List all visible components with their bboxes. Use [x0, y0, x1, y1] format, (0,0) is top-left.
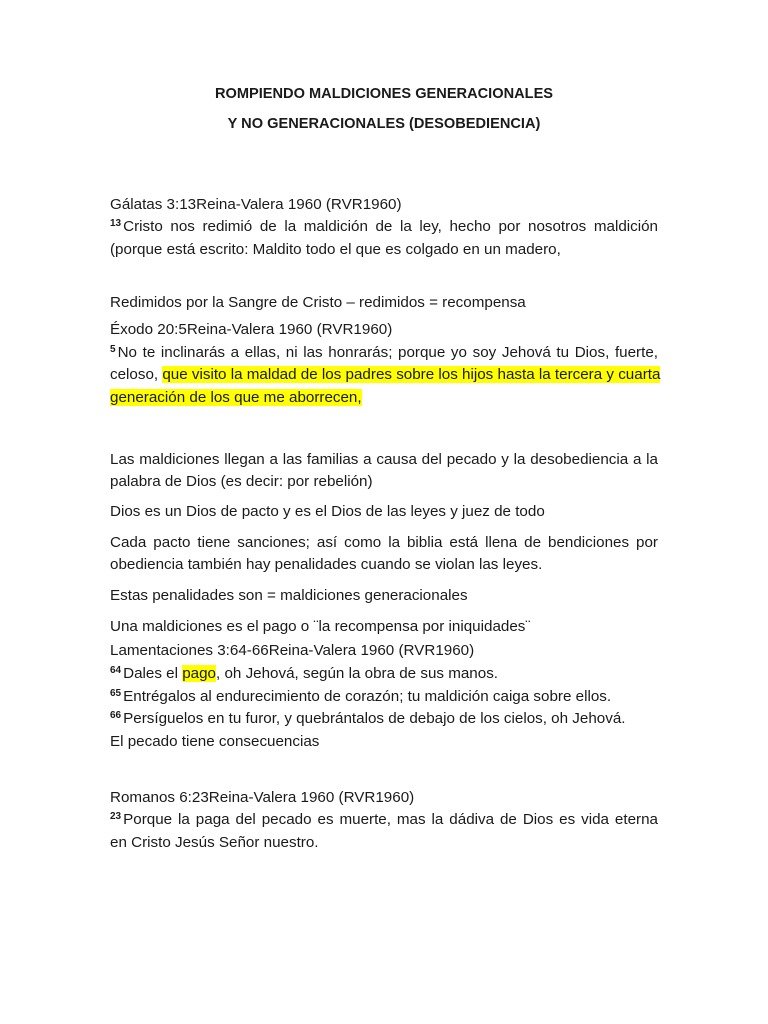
galatas-verse-line-2: (porque está escrito: Maldito todo el que es colgado en un madero, [110, 241, 561, 258]
redimidos-line: Redimidos por la Sangre de Cristo – redimidos = recompensa [110, 294, 526, 311]
verse-text: Dales el [123, 665, 183, 682]
verse-number: 23 [110, 811, 122, 822]
verse-number: 13 [110, 218, 122, 229]
verse-text: No te inclinarás a ellas, ni las honrarás; porque yo soy Jehová tu Dios, fuerte, [117, 344, 658, 361]
paragraph-maldiciones-line-2: palabra de Dios (es decir: por rebelión) [110, 473, 373, 490]
galatas-reference: Gálatas 3:13Reina-Valera 1960 (RVR1960) [110, 196, 402, 213]
verse-number: 5 [110, 344, 116, 355]
exodo-verse-line-1 [110, 344, 658, 362]
paragraph-penalidades: Estas penalidades son = maldiciones generacionales [110, 587, 468, 604]
paragraph-pacto: Dios es un Dios de pacto y es el Dios de las leyes y juez de todo [110, 503, 545, 520]
highlighted-text: generación de los que me aborrecen, [110, 389, 362, 406]
paragraph-sanciones-line-1: Cada pacto tiene sanciones; así como la biblia está llena de bendiciones por [110, 534, 658, 551]
pecado-consecuencias: El pecado tiene consecuencias [110, 733, 320, 750]
romanos-verse-line-2: en Cristo Jesús Señor nuestro. [110, 834, 319, 851]
lamentaciones-verse-65 [110, 688, 658, 706]
exodo-reference: Éxodo 20:5Reina-Valera 1960 (RVR1960) [110, 321, 393, 338]
paragraph-maldiciones-line-1: Las maldiciones llegan a las familias a causa del pecado y la desobediencia a la [110, 451, 658, 468]
lamentaciones-verse-66 [110, 710, 658, 728]
verse-text: , oh Jehová, según la obra de sus manos. [216, 665, 499, 682]
paragraph-pago: Una maldiciones es el pago o ¨la recompensa por iniquidades¨ [110, 618, 531, 635]
verse-text: Cristo nos redimió de la maldición de la ley, hecho por nosotros maldición [123, 218, 658, 235]
romanos-reference: Romanos 6:23Reina-Valera 1960 (RVR1960) [110, 789, 415, 806]
romanos-verse-line-1 [110, 811, 658, 829]
galatas-verse-line-1 [110, 218, 658, 236]
highlighted-text: que visito la maldad de los padres sobre los hijos hasta la tercera y cuarta [162, 366, 661, 383]
document-title-line-1: ROMPIENDO MALDICIONES GENERACIONALES [214, 86, 554, 102]
verse-text: celoso, [110, 366, 163, 383]
verse-text: Entrégalos al endurecimiento de corazón; tu maldición caiga sobre ellos. [123, 688, 612, 705]
paragraph-sanciones-line-2: obediencia también hay penalidades cuando se violan las leyes. [110, 556, 543, 573]
lamentaciones-reference: Lamentaciones 3:64-66Reina-Valera 1960 (RVR1960) [110, 642, 475, 659]
document-title-line-2: Y NO GENERACIONALES (DESOBEDIENCIA) [227, 116, 541, 132]
highlighted-text: pago [182, 665, 217, 682]
verse-number: 64 [110, 665, 122, 676]
verse-text: Persíguelos en tu furor, y quebrántalos de debajo de los cielos, oh Jehová. [123, 710, 626, 727]
verse-number: 66 [110, 710, 122, 721]
exodo-verse-line-3 [110, 389, 658, 407]
verse-number: 65 [110, 688, 122, 699]
exodo-verse-line-2 [110, 366, 661, 384]
verse-text: Porque la paga del pecado es muerte, mas la dádiva de Dios es vida eterna [123, 811, 658, 828]
lamentaciones-verse-64 [110, 665, 658, 683]
